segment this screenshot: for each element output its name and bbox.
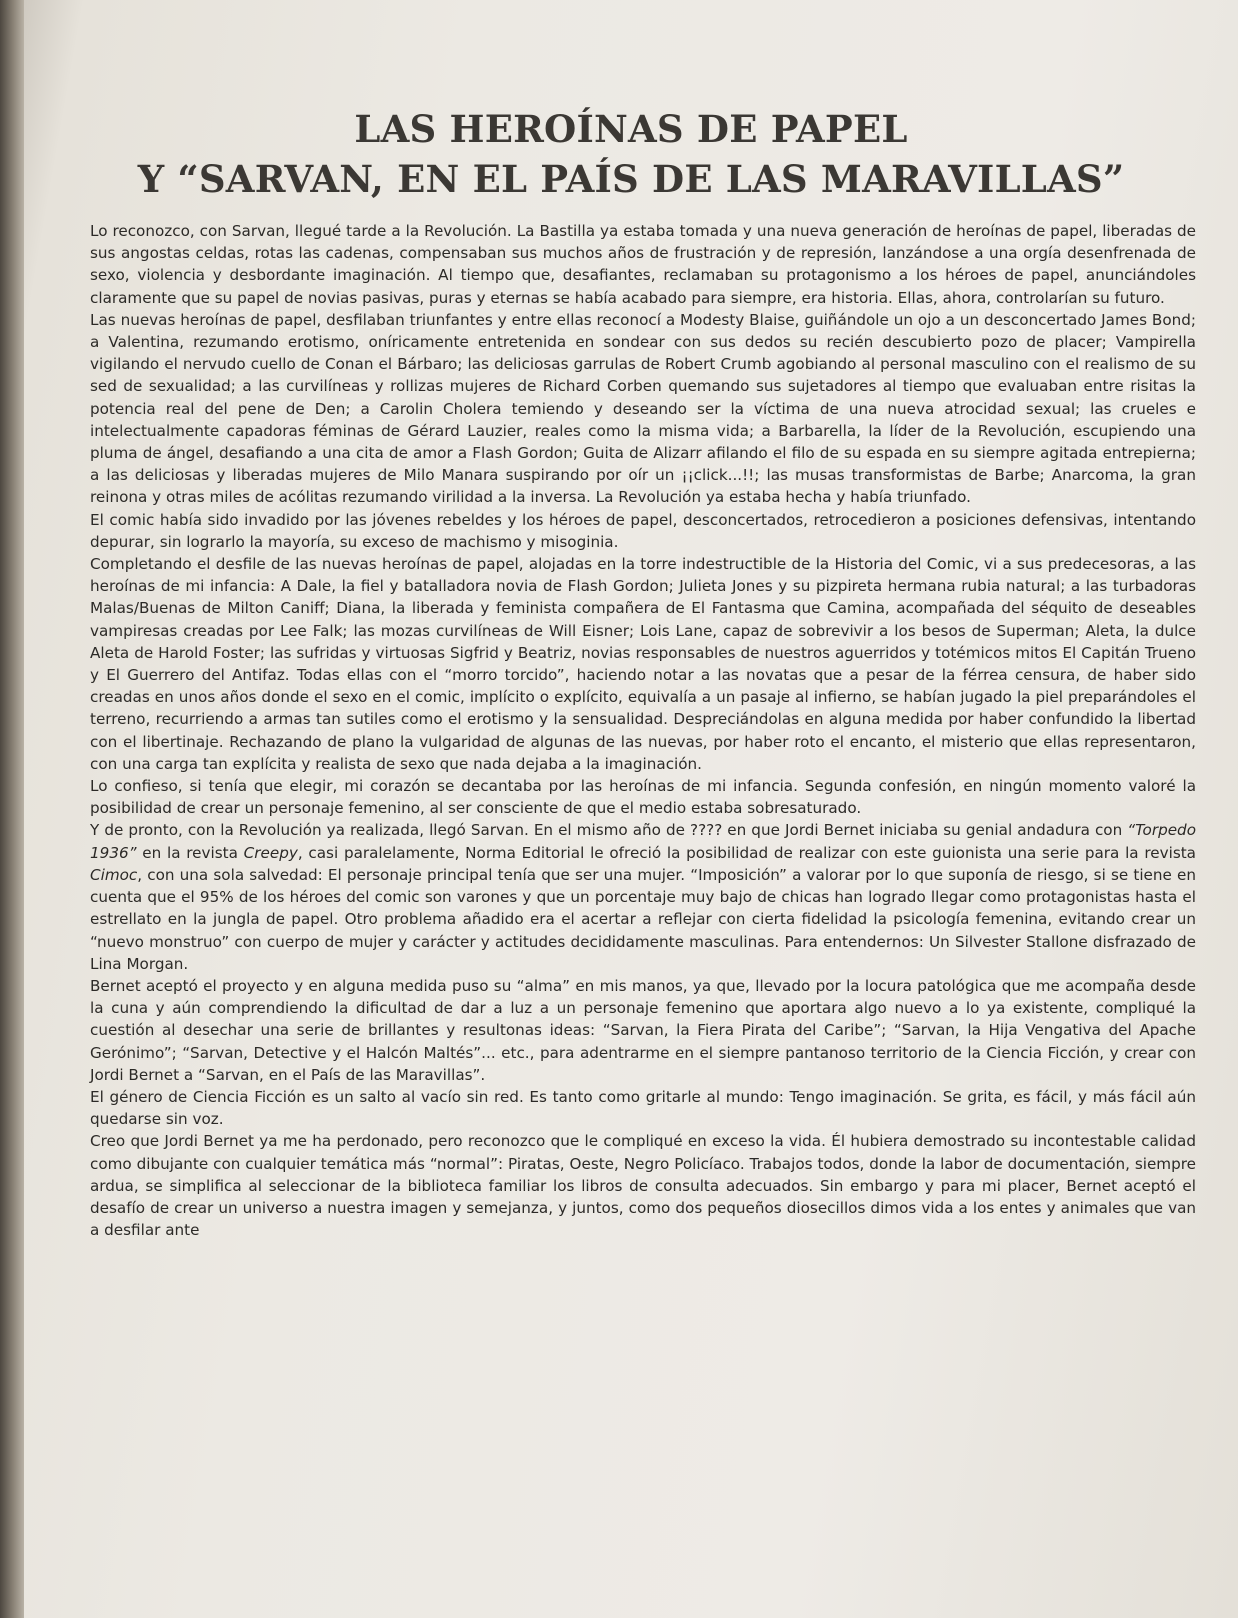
paragraph-6-part-d: , con una sola salvedad: El personaje principal tenía que ser una mujer. “Imposición” a valorar por lo que suponía de riesgo, si se tiene en cuenta que el 95% de los héroes del comic son varones y que un porcentaje muy bajo de chicas han logrado llegar como protagonistas hasta el estrellato en la jungla de papel. Otro problema añadido era el acertar a reflejar con cierta fidelidad la psicología femenina, evitando crear un “nuevo monstruo” con cuerpo de mujer y carácter y actitudes decididamente masculinas. Para entendernos: Un Silvester Stallone disfrazado de Lina Morgan.: [90, 865, 1196, 973]
paragraph-6: [90, 819, 1196, 974]
magazine-page: [24, 0, 1238, 1618]
magazine-name-creepy: Creepy: [243, 843, 298, 862]
paragraph-2: Las nuevas heroínas de papel, desfilaban triunfantes y entre ellas reconocí a Modesty Blaise, guiñándole un ojo a un desconcertado James Bond; a Valentina, rezumando erotismo, oníricamente entretenida en sondear con sus dedos su recién descubierto pozo de placer; Vampirella vigilando el nervudo cuello de Conan el Bárbaro; las deliciosas garrulas de Robert Crumb agobiando al personal masculino con el realismo de su sed de sexualidad; a las curvilíneas y rollizas mujeres de Richard Corben quemando sus sujetadores al tiempo que evaluaban entre risitas la potencia real del pene de Den; a Carolin Cholera temiendo y deseando ser la víctima de una nueva atrocidad sexual; las crueles e intelectualmente capadoras féminas de Gérard Lauzier, reales como la misma vida; a Barbarella, la líder de la Revolución, escupiendo una pluma de ángel, desafiando a una cita de amor a Flash Gordon; Guita de Alizarr afilando el filo de su espada en su siempre agitada entrepierna; a las deliciosas y liberadas mujeres de Milo Manara suspirando por oír un ¡¡click...!!; las musas transformistas de Barbe; Anarcoma, la gran reinona y otras miles de acólitas rezumando virilidad a la inversa. La Revolución ya estaba hecha y había triunfado.: [90, 310, 1196, 507]
paragraph-7: Bernet aceptó el proyecto y en alguna medida puso su “alma” en mis manos, ya que, llevado por la locura patológica que me acompaña desde la cuna y aún comprendiendo la dificultad de dar a luz a un personaje femenino que aportara algo nuevo a lo ya existente, compliqué la cuestión al desechar una serie de brillantes y resultonas ideas: “Sarvan, la Fiera Pirata del Caribe”; “Sarvan, la Hija Vengativa del Apache Gerónimo”; “Sarvan, Detective y el Halcón Maltés”... etc., para adentrarme en el siempre pantanoso territorio de la Ciencia Ficción, y crear con Jordi Bernet a “Sarvan, en el País de las Maravillas”.: [90, 976, 1196, 1084]
paragraph-5: Lo confieso, si tenía que elegir, mi corazón se decantaba por las heroínas de mi infancia. Segunda confesión, en ningún momento valoré la posibilidad de crear un personaje femenino, al ser consciente de que el medio estaba sobresaturado.: [90, 777, 1196, 818]
book-spine-edge: [0, 0, 24, 1618]
paragraph-1: Lo reconozco, con Sarvan, llegué tarde a la Revolución. La Bastilla ya estaba tomada y una nueva generación de heroínas de papel, liberadas de sus angostas celdas, rotas las cadenas, compensaban sus muchos años de frustración y de represión, lanzándose a una orgía desenfrenada de sexo, violencia y desbordante imaginación. Al tiempo que, desafiantes, reclamaban su protagonismo a los héroes de papel, anunciándoles claramente que su papel de novias pasivas, puras y eternas se había acabado para siempre, era historia. Ellas, ahora, controlarían su futuro.: [90, 222, 1196, 307]
article-title-line-2: Y “SARVAN, EN EL PAÍS DE LAS MARAVILLAS”: [137, 157, 1125, 201]
paragraph-6-part-c: , casi paralelamente, Norma Editorial le ofreció la posibilidad de realizar con este guionista una serie para la revista: [297, 843, 1196, 862]
article-body: [90, 220, 1196, 1241]
title-torpedo-1936: “Torpedo 1936”: [90, 821, 1196, 862]
paragraph-9: Creo que Jordi Bernet ya me ha perdonado, pero reconozco que le compliqué en exceso la vida. Él hubiera demostrado su incontestable calidad como dibujante con cualquier temática más “normal”: Piratas, Oeste, Negro Policíaco. Trabajos todos, donde la labor de documentación, siempre ardua, se simplifica al seleccionar de la biblioteca familiar los libros de consulta adecuados. Sin embargo y para mi placer, Bernet aceptó el desafío de crear un universo a nuestra imagen y semejanza, y juntos, como dos pequeños diosecillos dimos vida a los entes y animales que van a desfilar ante: [90, 1132, 1196, 1240]
paragraph-4: Completando el desfile de las nuevas heroínas de papel, alojadas en la torre indestructible de la Historia del Comic, vi a sus predecesoras, a las heroínas de mi infancia: A Dale, la fiel y batalladora novia de Flash Gordon; Julieta Jones y su pizpireta hermana rubia natural; a las turbadoras Malas/Buenas de Milton Caniff; Diana, la liberada y feminista compañera de El Fantasma que Camina, acompañada del séquito de deseables vampiresas creadas por Lee Falk; las mozas curvilíneas de Will Eisner; Lois Lane, capaz de sobrevivir a los besos de Superman; Aleta, la dulce Aleta de Harold Foster; las sufridas y virtuosas Sigfrid y Beatriz, novias responsables de nuestros aguerridos y totémicos mitos El Capitán Trueno y El Guerrero del Antifaz. Todas ellas con el “morro torcido”, haciendo notar a las novatas que a pesar de la férrea censura, de haber sido creadas en unos años donde el sexo en el comic, implícito o explícito, equivalía a un pasaje al infierno, se habían jugado la piel preparándoles el terreno, recurriendo a armas tan sutiles como el erotismo y la sensualidad. Despreciándolas en alguna medida por haber confundido la libertad con el libertinaje. Rechazando de plano la vulgaridad de algunas de las nuevas, por haber roto el encanto, el misterio que ellas representaron, con una carga tan explícita y realista de sexo que nada dejaba a la imaginación.: [90, 555, 1196, 773]
article-title: [24, 104, 1238, 204]
paragraph-6-part-a: Y de pronto, con la Revolución ya realizada, llegó Sarvan. En el mismo año de ???? en que Jordi Bernet iniciaba su genial andadura con: [90, 821, 1128, 840]
magazine-name-cimoc: Cimoc: [90, 865, 138, 884]
paragraph-8: El género de Ciencia Ficción es un salto al vacío sin red. Es tanto como gritarle al mundo: Tengo imaginación. Se grita, es fácil, y más fácil aún quedarse sin voz.: [90, 1087, 1196, 1129]
paragraph-6-part-b: en la revista: [136, 843, 244, 862]
article-title-line-1: LAS HEROÍNAS DE PAPEL: [354, 107, 908, 151]
paragraph-3: El comic había sido invadido por las jóvenes rebeldes y los héroes de papel, desconcertados, retrocedieron a posiciones defensivas, intentando depurar, sin lograrlo la mayoría, su exceso de machismo y misoginia.: [90, 510, 1196, 551]
